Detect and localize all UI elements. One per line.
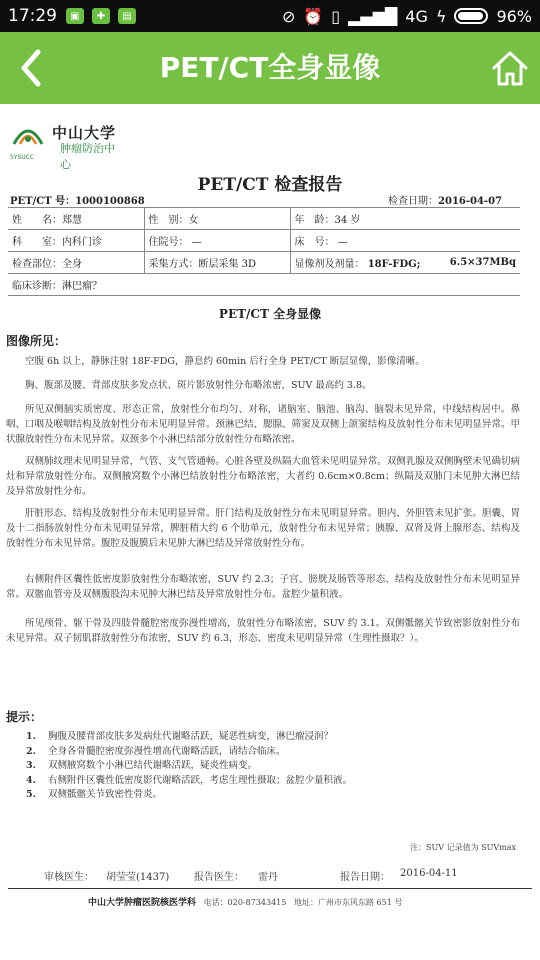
- agent-value: 18F-FDG;: [367, 259, 421, 270]
- agent-label: 显像剂及剂量：: [294, 259, 365, 270]
- dose-value: 6.5×37MBq: [449, 257, 516, 268]
- report-footer: [88, 895, 402, 908]
- mute-icon: ⊘: [281, 6, 296, 26]
- report-document: [0, 104, 540, 960]
- age-value: 34 岁: [334, 215, 361, 226]
- bed-label: 床 号：: [294, 237, 335, 248]
- tip-number: 4.: [26, 774, 36, 786]
- age-cell: [290, 208, 520, 230]
- site-label: 检查部位：: [12, 259, 62, 270]
- list-item: [26, 774, 506, 789]
- home-icon: [490, 46, 530, 90]
- dept-value: 内科门诊: [62, 237, 102, 248]
- findings-paragraph: 肝脏形态、结构及放射性分布未见明显异常。肝门结构及放射性分布未见明显异常。胆内、外胆管未见扩张。胆囊、胃及十二指肠放射性分布未见明显异常，脾脏稍大约 6 个肋单元，放射性分布未见异常；胰腺、双肾及肾上腺形态、结构及放射性分布未见异常。腹腔及腹膜后未见肿大淋巴结及异常放射性分布。: [6, 508, 520, 549]
- method-value: 断层采集 3D: [198, 259, 257, 270]
- reporter-value: 雷丹: [258, 872, 278, 883]
- battery-icon: [454, 8, 488, 24]
- list-item: [26, 788, 506, 803]
- ward-cell: [144, 230, 290, 252]
- tip-number: 3.: [26, 760, 36, 771]
- diagnosis-cell: [8, 274, 520, 296]
- footer-divider: [8, 888, 532, 889]
- logo-subtitle: 肿瘤防治中心: [60, 142, 115, 171]
- report-date-value: 2016-04-11: [400, 868, 458, 879]
- id-value: 1000100868: [75, 196, 145, 207]
- sex-cell: [144, 208, 290, 230]
- vibrate-icon: ▯: [331, 6, 341, 26]
- tip-number: 5.: [26, 789, 36, 800]
- list-item: [26, 745, 506, 760]
- findings-paragraph: 胸、腹部及腰、背部皮肤多发点状、斑片影放射性分布略浓密，SUV 最高约 3.8。: [25, 380, 372, 391]
- charging-icon: ϟ: [435, 6, 447, 26]
- home-button[interactable]: [490, 46, 530, 90]
- reviewer-value: 胡莹莹(1437): [106, 872, 170, 883]
- id-label: PET/CT 号：: [10, 196, 76, 207]
- tip-text: 右侧附件区囊性低密度影代谢略活跃，考虑生理性摄取；盆腔少量积液。: [48, 774, 353, 786]
- tip-text: 双侧骶髂关节致密性骨炎。: [48, 789, 163, 800]
- tip-text: 双侧腋窝数个小淋巴结代谢略活跃，疑炎性病变。: [48, 760, 258, 771]
- network-type: 4G: [405, 6, 428, 26]
- agent-cell: [290, 252, 440, 274]
- alarm-icon: ⏰: [303, 6, 324, 26]
- suv-note: 注：SUV 记录值为 SUVmax: [410, 843, 516, 852]
- footer-org: 中山大学肿瘤医院核医学科: [88, 898, 197, 908]
- site-value: 全身: [62, 259, 82, 270]
- list-item: [26, 730, 506, 745]
- dept-cell: [8, 230, 144, 252]
- sex-value: 女: [188, 215, 199, 226]
- findings-paragraph: 所见双侧脑实质密度、形态正常，放射性分布均匀、对称，诸脑室、脑池、脑沟、脑裂未见异常，中线结构居中。鼻咽、口咽及喉咽结构及放射性分布未见明显异常。颈淋巴结、腮腺、筛窦及双侧上颌窦结构及放射性分布未见明显异常。甲状腺放射性分布未见异常。双颈多个小淋巴结部分放射性分布略浓密。: [6, 404, 520, 445]
- findings-paragraph: 右侧附件区囊性低密度影放射性分布略浓密，SUV 约 2.3；子宫、膀胱及肠管等形态、结构及放射性分布未见明显异常。双髂血管旁及双侧腹股沟未见肿大淋巴结及异常放射性分布。盆腔少量积液。: [6, 574, 520, 600]
- date-label: 检查日期：: [388, 196, 439, 207]
- page-title: PET/CT全身显像: [159, 51, 381, 84]
- footer-phone: 电话：020-87343415: [203, 898, 287, 907]
- bed-cell: [290, 230, 520, 252]
- findings-label: 图像所见：: [6, 334, 67, 348]
- report-date-label: 报告日期：: [340, 872, 390, 883]
- diagnosis-value: 淋巴瘤？: [62, 281, 102, 292]
- findings-paragraph: 空腹 6h 以上，静脉注射 18F-FDG，静息约 60min 后行全身 PET/CT 断层显像，影像清晰。: [25, 356, 425, 367]
- logo-mark-icon: [10, 122, 46, 152]
- tips-label: 提示：: [6, 710, 43, 724]
- app-notification-icon: ▣: [66, 8, 84, 24]
- footer-address: 地址：广州市东风东路 651 号: [294, 898, 403, 907]
- tip-text: 全身各骨髓腔密度弥漫性增高代谢略活跃，请结合临床。: [48, 745, 286, 757]
- tip-number: 2.: [26, 745, 36, 757]
- status-time: 17:29: [8, 6, 57, 26]
- method-label: 采集方式：: [148, 259, 199, 270]
- patient-info-table: [8, 207, 520, 296]
- ward-value: —: [191, 237, 202, 248]
- date-value: 2016-04-07: [438, 196, 502, 207]
- dept-label: 科 室：: [12, 237, 62, 248]
- app-notification-icon: ✚: [92, 8, 110, 24]
- report-title: PET/CT 检查报告: [197, 175, 343, 195]
- reviewer-label: 审核医生：: [44, 872, 94, 883]
- battery-percent: 96%: [496, 6, 532, 26]
- site-cell: [8, 252, 144, 274]
- logo-title: 中山大学: [52, 124, 117, 142]
- method-cell: [144, 252, 290, 274]
- findings-paragraph: 所见颅骨、躯干骨及四肢骨髓腔密度弥漫性增高，放射性分布略浓密，SUV 约 3.1。双侧骶髂关节致密影放射性分布未见异常。双子韧肌群放射性分布浓密，SUV 约 6.3，形态、密度未见明显异常（生理性摄取？）。: [6, 618, 520, 644]
- name-value: 郑慧: [62, 215, 82, 226]
- dose-cell: [440, 252, 520, 274]
- status-bar: [0, 0, 540, 32]
- reporter-label: 报告医生：: [194, 872, 244, 883]
- tips-list: [26, 730, 506, 803]
- sex-label: 性 别：: [148, 215, 189, 226]
- name-cell: [8, 208, 144, 230]
- section-title: PET/CT 全身显像: [218, 307, 322, 321]
- tip-number: 1.: [26, 731, 36, 742]
- diagnosis-label: 临床诊断：: [12, 281, 62, 292]
- ward-label: 住院号：: [148, 237, 189, 248]
- hospital-logo: [10, 122, 120, 171]
- app-bar: [0, 32, 540, 104]
- name-label: 姓 名：: [12, 215, 62, 226]
- logo-mark-text: SYSUCC: [10, 154, 35, 161]
- bed-value: —: [337, 237, 348, 248]
- image-notification-icon: ▤: [118, 8, 136, 24]
- signal-icon: ▂▄▆█: [348, 6, 398, 26]
- age-label: 年 龄：: [294, 215, 335, 226]
- list-item: [26, 759, 506, 774]
- tip-text: 胸腹及腰背部皮肤多发病灶代谢略活跃，疑恶性病变，淋巴瘤浸润？: [48, 731, 334, 742]
- findings-paragraph: 双侧肺纹理未见明显异常，气管、支气管通畅。心脏各壁及纵隔大血管未见明显异常。双侧乳腺及双侧胸壁未见确切病灶和异常放射性分布。双侧腋窝数个小淋巴结放射性分布略浓密，大者约 0.6cm×0.8cm；纵隔及双肺门未见肿大淋巴结及异常放射性分布。: [6, 456, 520, 497]
- report-meta: [10, 192, 502, 207]
